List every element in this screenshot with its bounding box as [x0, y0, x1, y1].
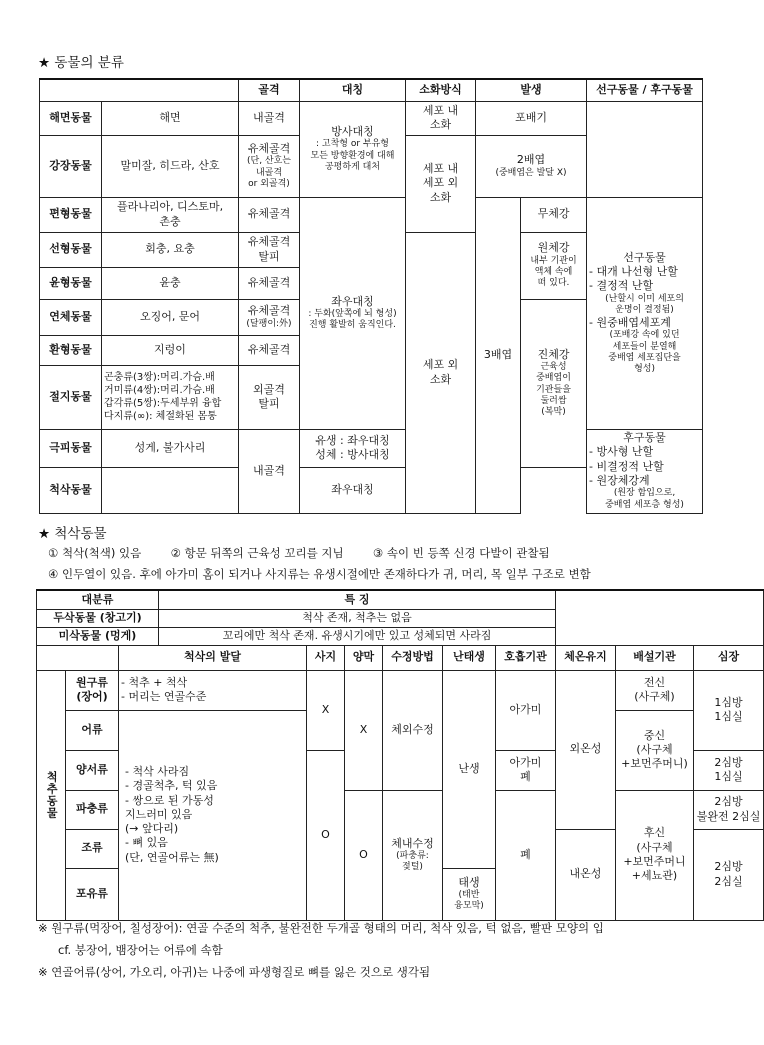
class-name: 포유류: [66, 868, 119, 920]
bilateral-symmetry-note: : 두화(앞쪽에 뇌 형성) 진행 활발히 움직인다.: [308, 308, 397, 331]
section-title-classification: ★ 동물의 분류: [38, 55, 124, 71]
header-proto-deutero: 선구동물 / 후구동물: [587, 79, 703, 101]
protostome-note1: (난할시 이미 세포의 운명이 결정됨): [605, 293, 684, 315]
row-skeleton: [239, 135, 300, 197]
fertilization-internal-note: (파충류: 젖털): [396, 850, 429, 873]
fertilization-internal: 체내수정: [391, 836, 434, 850]
row-name: 극피동물: [40, 429, 102, 467]
row-skeleton: 유체골격: [239, 197, 300, 232]
pseudocoelom: 원체강: [537, 241, 570, 255]
row-name: 윤형동물: [40, 267, 102, 299]
row-skeleton-main: 유체골격: [247, 141, 291, 155]
row-skeleton: [239, 299, 300, 335]
animal-classification-table: [39, 78, 703, 514]
row-skeleton: 유체골격 탈피: [239, 232, 300, 267]
exc-pro-note: (사구체): [634, 690, 675, 703]
feature-3: ③ 속이 빈 등쪽 신경 다발이 관찰됨: [372, 546, 550, 560]
exc-pro: 전신: [643, 675, 666, 689]
class-name: 양서류: [66, 750, 119, 790]
protostome-cell: [587, 197, 703, 429]
row-examples: 지렁이: [102, 335, 239, 365]
row-skeleton: 외골격 탈피: [239, 365, 300, 429]
feature-1: ① 척삭(척색) 있음: [48, 546, 142, 560]
row-name: 절지동물: [40, 365, 102, 429]
class-name: 조류: [66, 829, 119, 868]
row-skeleton: 유체골격: [239, 335, 300, 365]
coelom: 진체강: [537, 347, 570, 361]
t2-header-amnion: 양막: [345, 645, 383, 670]
protostome-items: - 대개 나선형 난할 - 결정적 난할: [589, 264, 678, 293]
t2-header-notochord-dev: 척삭의 발달: [119, 645, 307, 670]
acoelom: 무체강: [521, 197, 587, 232]
row-skeleton: 내골격: [239, 101, 300, 135]
row-skeleton-main: 유체골격: [247, 304, 291, 318]
digestion-intracellular: 세포 내 소화: [406, 101, 476, 135]
radial-symmetry: 방사대칭: [331, 124, 374, 138]
header-symmetry: 대칭: [300, 79, 406, 101]
row-skeleton: 유체골격: [239, 267, 300, 299]
t2-header-limbs: 사지: [307, 645, 345, 670]
deuterostome-note: (원장 함입으로, 중배엽 세포층 형성): [605, 488, 684, 510]
exc-meta-cell: [616, 790, 694, 920]
row-skeleton-note: (달팽이:外): [246, 318, 292, 329]
t2-header-blank: [37, 645, 119, 670]
note-eels: cf. 붕장어, 뱀장어는 어류에 속함: [58, 943, 223, 957]
t2-header-fertilization: 수정방법: [383, 645, 443, 670]
coelom-note: 근육성 중배엽이 기관들을 둘러쌈 (복막): [536, 362, 571, 418]
pseudocoelom-note: 내부 기관이 액체 속에 떠 있다.: [530, 255, 577, 289]
proto-deutero-blank: [587, 101, 703, 197]
limb-o: O: [307, 750, 345, 920]
t2-blank: [556, 590, 764, 645]
radial-symmetry-cell: [300, 101, 406, 197]
radial-symmetry-note: : 고착형 or 부유형 모든 방향환경에 대해 공평하게 대처: [310, 139, 395, 172]
amnion-x: X: [345, 670, 383, 790]
dev-rest: - 척삭 사라짐 - 경골척추, 턱 있음 - 쌍으로 된 가동성 지느러미 있음 (→ 앞다리) - 뼈 있음 (단, 연골어류는 無): [119, 710, 307, 920]
dev-triploblast: 3배엽: [476, 197, 521, 513]
row-name: 환형동물: [40, 335, 102, 365]
t2-header-respiration: 호흡기관: [496, 645, 556, 670]
row-examples: [102, 467, 239, 513]
inner-skeleton: 내골격: [239, 429, 300, 513]
chordate-symmetry: 좌우대칭: [300, 467, 406, 513]
dev-agnatha: - 척추 + 척삭 - 머리는 연골수준: [119, 670, 307, 710]
heart-amphibian: 2심방 1심실: [694, 750, 764, 790]
header-digestion: 소화방식: [406, 79, 476, 101]
row-skeleton-note: (단, 산호는 내골격 or 외골격): [246, 156, 291, 189]
row-examples: 해면: [102, 101, 239, 135]
protostome-title: 선구동물: [623, 250, 666, 264]
section-title-chordates: ★ 척삭동물: [38, 526, 107, 542]
dev-diploblast: 2배엽: [516, 153, 546, 167]
note-cartilaginous: ※ 연골어류(상어, 가오리, 아귀)는 나중에 파생형질로 뼈를 잃은 것으로 생각됨: [38, 965, 431, 979]
features-line-1: [48, 545, 550, 561]
viviparous-cell: [443, 868, 496, 920]
feature-2: ② 항문 뒤쪽의 근육성 꼬리를 지님: [170, 546, 344, 560]
exc-meta: 후신: [643, 826, 666, 840]
row-name: 강장동물: [40, 135, 102, 197]
dev-diploblast-cell: [476, 135, 587, 197]
sub-name: 두삭동물 (창고기): [37, 609, 159, 627]
amnion-o: O: [345, 790, 383, 920]
class-name: 파충류: [66, 790, 119, 829]
feature-4: ④ 인두열이 있음. 후에 아가미 홈이 되거나 사지류는 유생시절에만 존재하다가 귀, 머리, 목 일부 구조로 변함: [48, 567, 591, 581]
note-agnatha: ※ 원구류(먹장어, 칠성장어): 연골 수준의 척추, 불완전한 두개골 형태의 머리, 척삭 있음, 턱 없음, 빨판 모양의 입: [38, 921, 604, 935]
row-examples: 말미잘, 히드라, 산호: [102, 135, 239, 197]
limb-x: X: [307, 670, 345, 750]
deuterostome-items: - 방사형 난할 - 비결정적 난할 - 원장체강계: [589, 445, 664, 488]
t2-header-heart: 심장: [694, 645, 764, 670]
sub-name: 미삭동물 (멍게): [37, 627, 159, 645]
row-name: 선형동물: [40, 232, 102, 267]
sub-feature: 척삭 존재, 척추는 없음: [159, 609, 556, 627]
row-examples: 곤충류(3쌍):머리.가슴.배 거미류(4쌍):머리.가슴.배 갑각류(5쌍):두세부위 융합 다지류(∞): 체절화된 몸통: [102, 365, 239, 429]
exc-meta-note: (사구체 +보먼주머니 +세뇨관): [623, 840, 686, 883]
exc-meso-cell: [616, 710, 694, 790]
bilateral-symmetry: 좌우대칭: [331, 294, 374, 308]
pseudocoelom-cell: [521, 232, 587, 299]
t2-header-class: 대분류: [37, 590, 159, 609]
heart-bird-mammal: 2심방 2심실: [694, 829, 764, 920]
row-examples: 윤충: [102, 267, 239, 299]
header-skeleton: 골격: [239, 79, 300, 101]
fertilization-internal-cell: [383, 790, 443, 920]
t2-header-ovoviviparity: 난태생: [443, 645, 496, 670]
row-examples: 오징어, 문어: [102, 299, 239, 335]
resp-lung: 폐: [496, 790, 556, 920]
row-name: 해면동물: [40, 101, 102, 135]
protostome-item3: - 원중배엽세포계: [589, 316, 671, 330]
deuterostome-title: 후구동물: [623, 431, 666, 445]
echino-symmetry: 유생 : 좌우대칭 성체 : 방사대칭: [300, 429, 406, 467]
protostome-note2: (포배강 속에 있던 세포들이 분열해 중배엽 세포집단을 형성): [608, 330, 681, 375]
class-name: 원구류 (장어): [66, 670, 119, 710]
row-examples: 성게, 불가사리: [102, 429, 239, 467]
row-examples: 플라나리아, 디스토마, 촌충: [102, 197, 239, 232]
viviparous-note: (태반 융모막): [454, 889, 484, 912]
resp-amphibian: 아가미 폐: [496, 750, 556, 790]
row-name: 연체동물: [40, 299, 102, 335]
digestion-extracellular: 세포 외 소화: [406, 232, 476, 513]
temp-ecto: 외온성: [556, 670, 616, 829]
class-name: 어류: [66, 710, 119, 750]
row-examples: 회충, 요충: [102, 232, 239, 267]
exc-pro-cell: [616, 670, 694, 710]
exc-meso: 중신: [643, 728, 666, 742]
dev-diploblast-note: (중배엽은 발달 X): [495, 167, 567, 178]
sub-feature: 꼬리에만 척삭 존재. 유생시기에만 있고 성체되면 사라짐: [159, 627, 556, 645]
digestion-both: 세포 내 세포 외 소화: [406, 135, 476, 232]
deuterostome-cell: [587, 429, 703, 513]
chordate-table: [36, 589, 764, 921]
vertebrate-group: 척추동물: [37, 670, 66, 920]
t2-header-feature: 특 징: [159, 590, 556, 609]
fertilization-external: 체외수정: [383, 670, 443, 790]
resp-gill: 아가미: [496, 670, 556, 750]
dev-blastula: 포배기: [476, 101, 587, 135]
header-development: 발생: [476, 79, 587, 101]
t2-header-excretion: 배설기관: [616, 645, 694, 670]
t2-header-thermoregulation: 체온유지: [556, 645, 616, 670]
heart-agnatha: 1심방 1심실: [694, 670, 764, 750]
row-name: 척삭동물: [40, 467, 102, 513]
temp-endo: 내온성: [556, 829, 616, 920]
row-name: 편형동물: [40, 197, 102, 232]
heart-reptile: 2심방 불완전 2심실: [694, 790, 764, 829]
header-blank: [40, 79, 239, 101]
bilateral-symmetry-cell: [300, 197, 406, 429]
oviparous: 난생: [443, 670, 496, 868]
exc-meso-note: (사구체 +보먼주머니): [621, 742, 688, 771]
coelom-cell: [521, 299, 587, 467]
viviparous: 태생: [458, 875, 480, 889]
